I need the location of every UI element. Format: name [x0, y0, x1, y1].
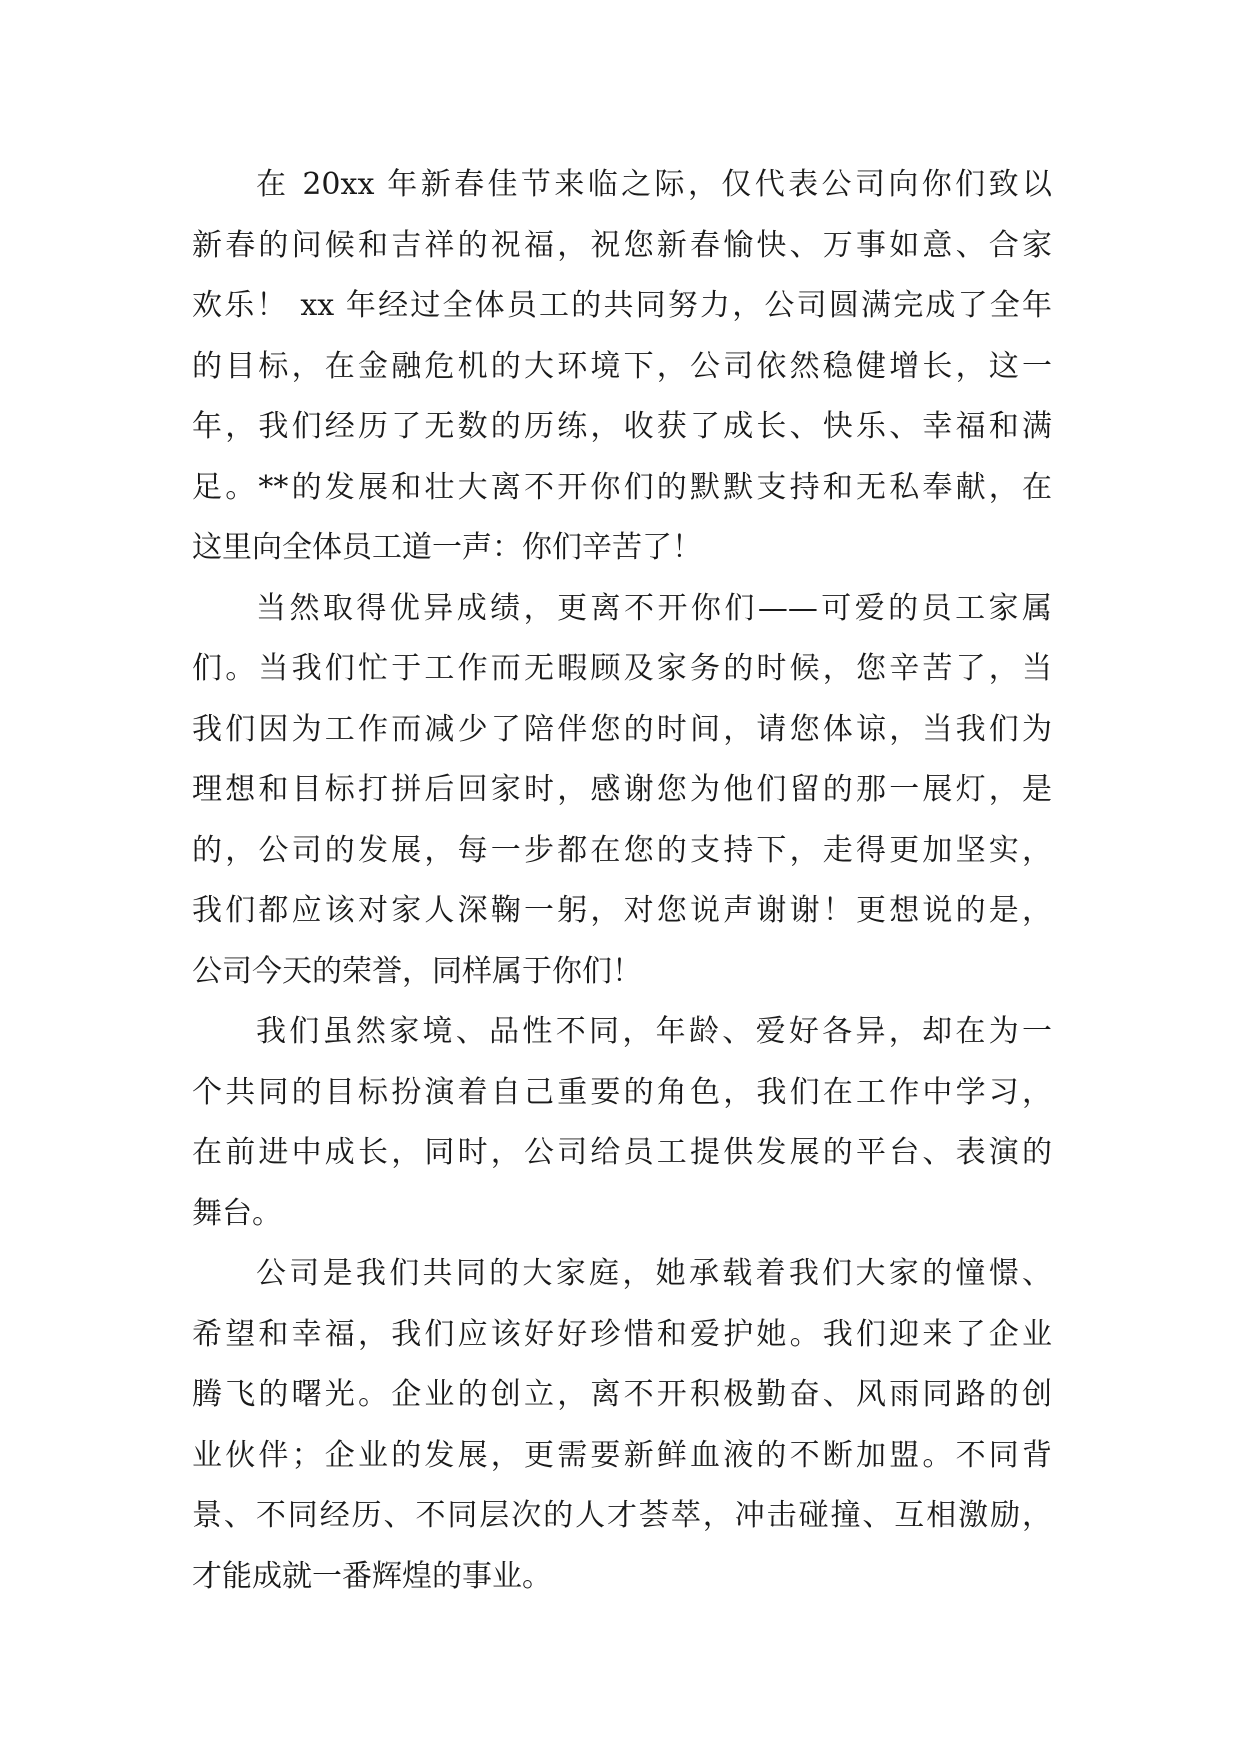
text-line: 在前进中成长，同时，公司给员工提供发展的平台、表演的	[192, 1135, 1052, 1170]
text-line: 新春的问候和吉祥的祝福，祝您新春愉快、万事如意、合家	[192, 227, 1052, 263]
text-line: 腾飞的曙光。企业的创立，离不开积极勤奋、风雨同路的创	[192, 1377, 1052, 1412]
text-line: 的目标，在金融危机的大环境下，公司依然稳健增长，这一	[192, 348, 1052, 384]
text-line: 足。**的发展和壮大离不开你们的默默支持和无私奉献，在	[192, 469, 1052, 505]
text-line: 我们虽然家境、品性不同，年龄、爱好各异，却在为一	[256, 1014, 1052, 1049]
text-line: 个共同的目标扮演着自己重要的角色，我们在工作中学习，	[192, 1074, 1052, 1110]
text-line: 才能成就一番辉煌的事业。	[192, 1558, 552, 1594]
text-line: 公司是我们共同的大家庭，她承载着我们大家的憧憬、	[256, 1256, 1052, 1291]
text-line: 们。当我们忙于工作而无暇顾及家务的时候，您辛苦了，当	[192, 651, 1052, 686]
text-line: 理想和目标打拼后回家时，感谢您为他们留的那一展灯，是	[192, 772, 1052, 807]
text-line: 舞台。	[192, 1195, 282, 1231]
paragraph-1	[192, 155, 1052, 579]
paragraph-4	[192, 1244, 1052, 1607]
text-line: 我们因为工作而减少了陪伴您的时间，请您体谅，当我们为	[192, 711, 1052, 747]
text-line: 这里向全体员工道一声：你们辛苦了！	[192, 530, 702, 565]
text-line: 我们都应该对家人深鞠一躬，对您说声谢谢！更想说的是，	[192, 893, 1052, 928]
text-line: 业伙伴；企业的发展，更需要新鲜血液的不断加盟。不同背	[192, 1437, 1052, 1473]
paragraph-2	[192, 579, 1052, 1003]
text-line: 的，公司的发展，每一步都在您的支持下，走得更加坚实，	[192, 832, 1052, 868]
text-line: 年，我们经历了无数的历练，收获了成长、快乐、幸福和满	[192, 409, 1052, 444]
paragraph-3	[192, 1002, 1052, 1244]
text-line: 景、不同经历、不同层次的人才荟萃，冲击碰撞、互相激励，	[192, 1498, 1052, 1533]
text-line: 当然取得优异成绩，更离不开你们——可爱的员工家属	[256, 590, 1052, 626]
text-line: 欢乐！ xx 年经过全体员工的共同努力，公司圆满完成了全年	[192, 288, 1052, 323]
text-line: 公司今天的荣誉，同样属于你们！	[192, 953, 642, 989]
body-text	[192, 155, 1052, 1607]
text-line: 希望和幸福，我们应该好好珍惜和爱护她。我们迎来了企业	[192, 1316, 1052, 1352]
text-line: 在 20xx 年新春佳节来临之际，仅代表公司向你们致以	[256, 167, 1052, 202]
